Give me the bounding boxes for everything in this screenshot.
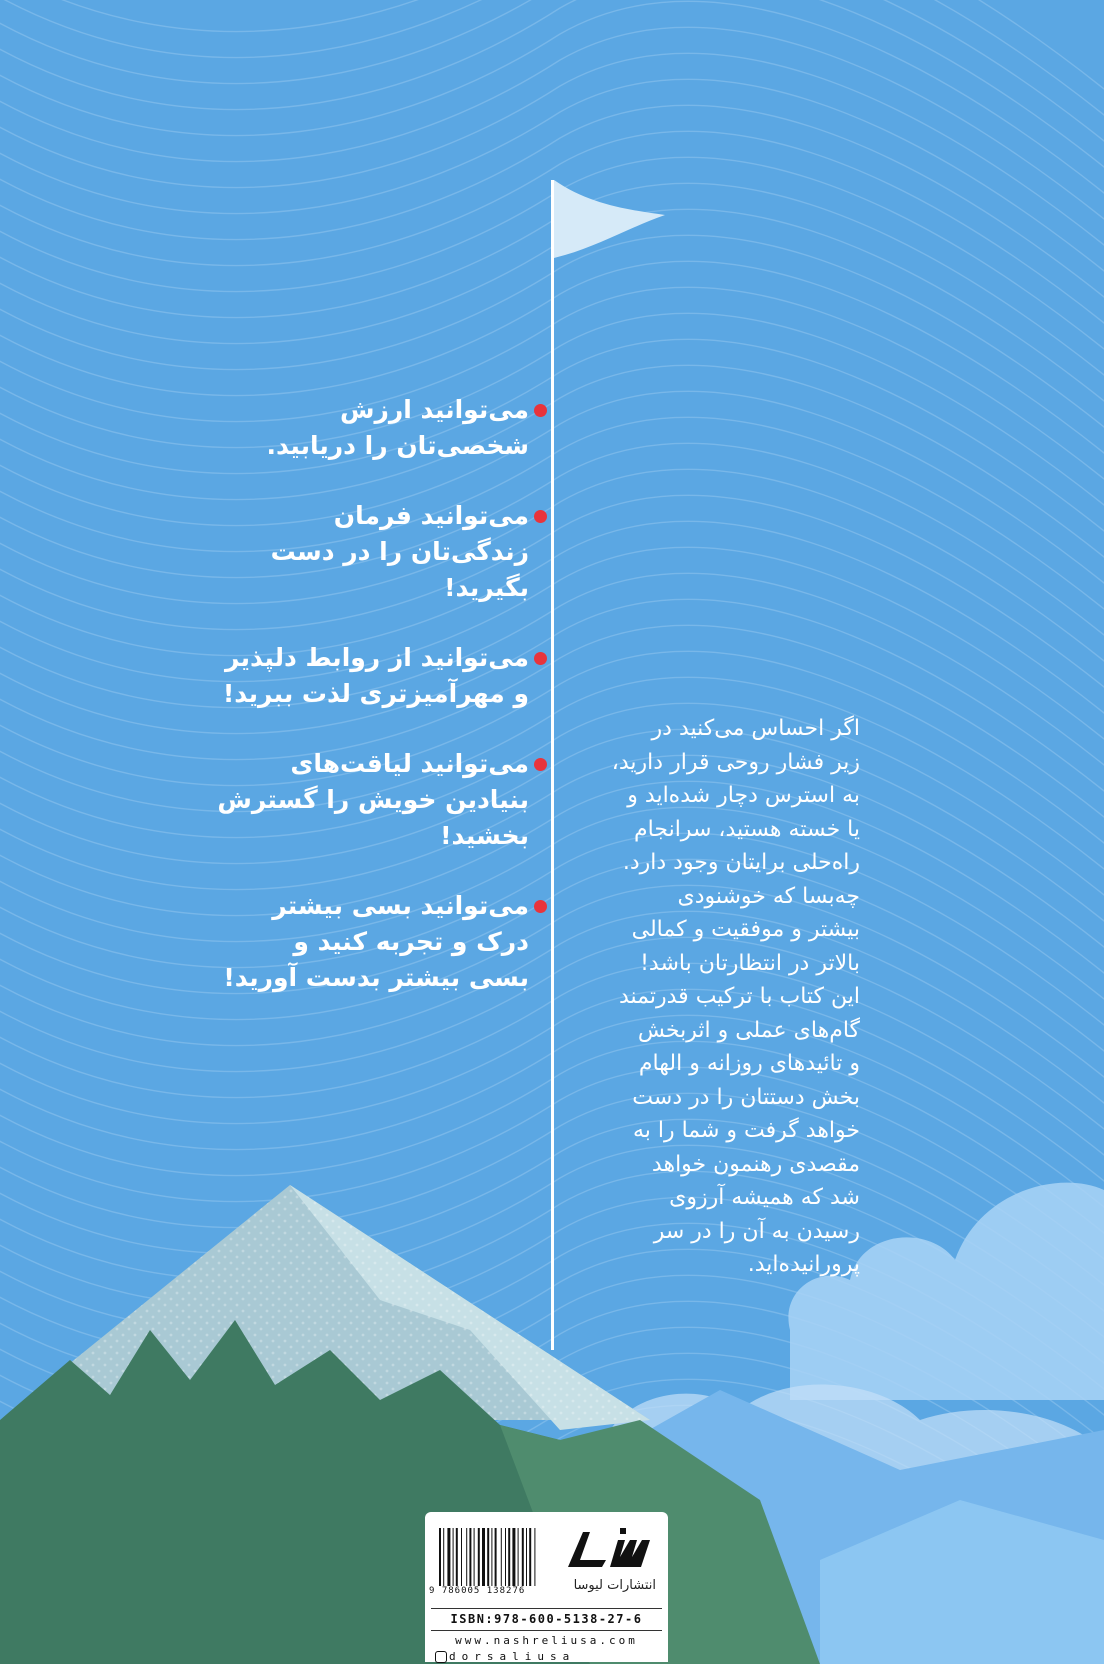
bullet-item xyxy=(209,392,529,464)
bullet-text: می‌توانید فرمان زندگی‌تان را در دست بگیرید! xyxy=(270,501,529,602)
flag-pole xyxy=(551,180,554,1350)
bullet-text: می‌توانید ارزش شخصی‌تان را دریابید. xyxy=(266,395,529,460)
barcode-bar xyxy=(529,1528,531,1586)
publisher-logo xyxy=(558,1522,658,1582)
website-text: www.nashreliusa.com xyxy=(455,1634,638,1647)
bullet-dot-icon xyxy=(534,404,547,417)
social-handle xyxy=(435,1650,575,1663)
divider xyxy=(431,1630,662,1631)
barcode-bar xyxy=(487,1528,489,1586)
blurb-paragraph: اگر احساس می‌کنید در زیر فشار روحی قرار دارید، به استرس دچار شده‌اید و یا خسته هستید، سرانجام راه‌حلی برایتان وجود دارد. چه‌بسا که خوشنودی بیشتر و موفقیت و کمالی بالاتر در انتظارتان باشد! این کتاب با ترکیب قدرتمند گام‌های عملی و اثربخش و تائیدهای روزانه و الهام بخش دستتان را در دست خواهد گرفت و شما را به مقصدی رهنمون خواهد شد که همیشه آرزوی رسیدن به آن را در سر پرورانیده‌اید. xyxy=(611,716,860,1277)
barcode-bar xyxy=(474,1528,475,1586)
barcode-bar xyxy=(456,1528,458,1586)
barcode-bar xyxy=(466,1528,467,1586)
barcode-bar xyxy=(461,1528,462,1586)
bullet-dot-icon xyxy=(534,758,547,771)
barcode-bar xyxy=(478,1528,480,1586)
bullet-dot-icon xyxy=(534,652,547,665)
publisher-name: انتشارات لیوسا xyxy=(573,1578,656,1593)
instagram-icon xyxy=(435,1651,447,1663)
barcode-bar xyxy=(518,1528,519,1586)
barcode-bar xyxy=(482,1528,485,1586)
bullet-text: می‌توانید لیاقت‌های بنیادین خویش را گسترش بخشید! xyxy=(217,749,529,850)
barcode-bar xyxy=(495,1528,497,1586)
bullet-dot-icon xyxy=(534,900,547,913)
divider xyxy=(431,1608,662,1609)
isbn-text: ISBN:978-600-5138-27-6 xyxy=(450,1612,643,1626)
social-handle-text: dorsaliusa xyxy=(449,1650,576,1663)
barcode-bar xyxy=(505,1528,506,1586)
barcode-bar xyxy=(439,1528,441,1586)
bullet-item xyxy=(209,498,529,606)
bullet-item xyxy=(209,888,529,996)
barcode-bar xyxy=(501,1528,502,1586)
barcode-bar xyxy=(491,1528,492,1586)
barcode-bar xyxy=(508,1528,510,1586)
barcode-bar xyxy=(469,1528,471,1586)
bullet-dot-icon xyxy=(534,510,547,523)
barcode-bar xyxy=(534,1528,535,1586)
barcode-bar xyxy=(512,1528,515,1586)
bullet-item xyxy=(209,640,529,712)
publisher-info-box xyxy=(425,1512,668,1662)
bullet-item xyxy=(209,746,529,854)
bullet-text: می‌توانید از روابط دلپذیر و مهرآمیزتری لذت ببرید! xyxy=(222,643,529,708)
bullet-text: می‌توانید بسی بیشتر درک و تجربه کنید و بسی بیشتر بدست آورید! xyxy=(223,891,529,992)
barcode-bar xyxy=(526,1528,527,1586)
barcode-bar xyxy=(522,1528,524,1586)
barcode-number: 9 786005 138276 xyxy=(429,1586,526,1596)
barcode-bar xyxy=(447,1528,450,1586)
barcode-bar xyxy=(453,1528,454,1586)
barcode-bar xyxy=(443,1528,444,1586)
feature-bullet-list xyxy=(209,392,529,1030)
